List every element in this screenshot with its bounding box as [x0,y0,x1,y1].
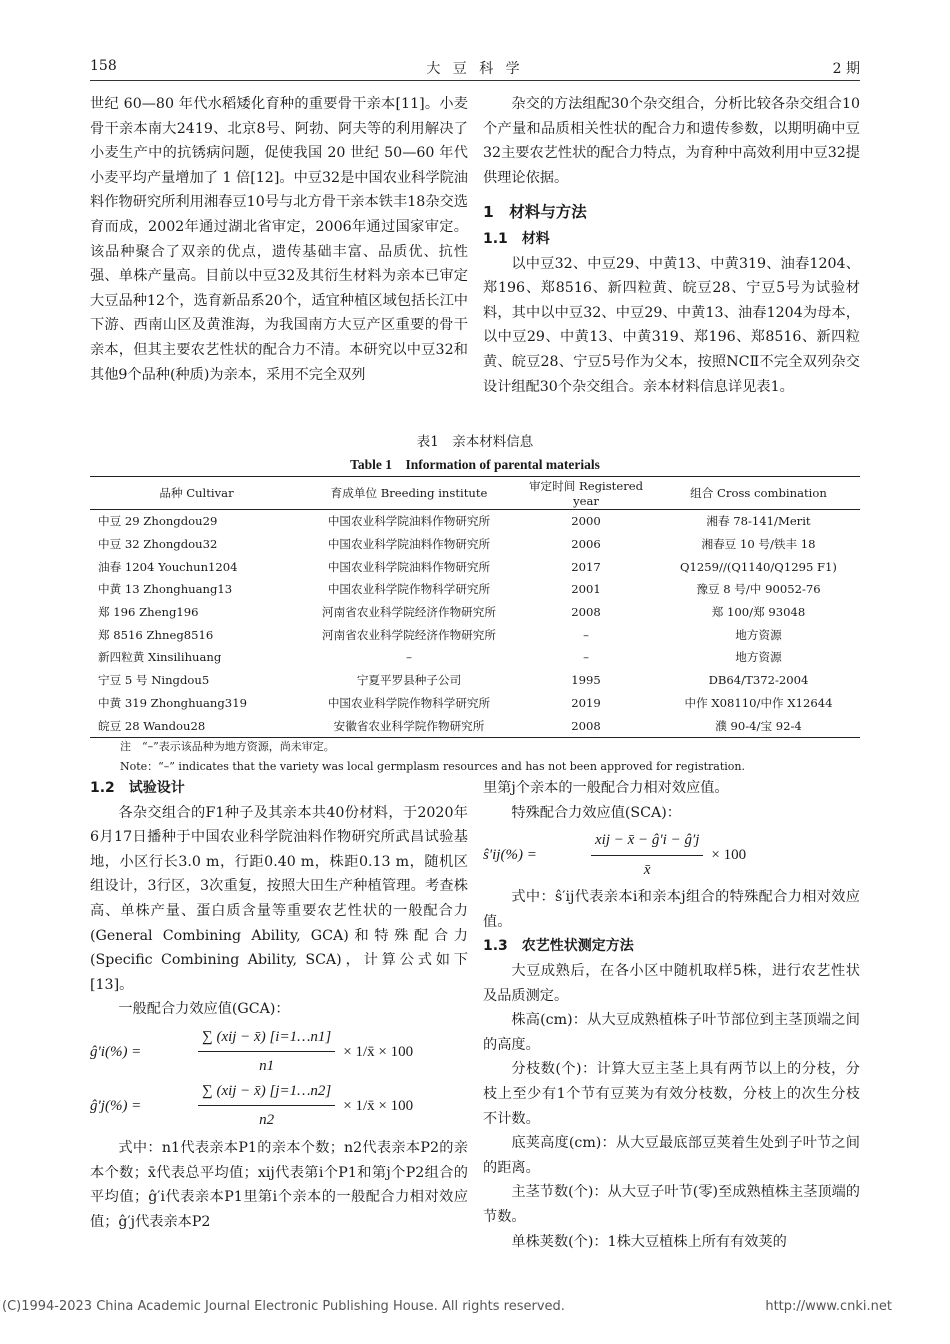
table-cell: 油春 1204 Youchun1204 [98,559,238,574]
table-cell: 2006 [571,537,601,552]
right-column-top [483,92,860,399]
table-cell: 湘春豆 10 号/铁丰 18 [701,537,816,552]
column-header: 育成单位 Breeding institute [303,477,515,510]
gca-definition-end: 里第j个亲本的一般配合力相对效应值。 [483,780,729,796]
subsection-heading-design: 1.2 试验设计 [90,780,185,796]
copyright-notice: (C)1994-2023 China Academic Journal Electronic Publishing House. All rights reserved. [2,1299,565,1314]
table-cell: DB64/T372-2004 [708,673,809,688]
table-row [90,669,860,692]
table-cell: 河南省农业科学院经济作物研究所 [322,627,496,642]
table-cell: 豫豆 8 号/中 90052-76 [696,582,821,597]
design-paragraph: 各杂交组合的F1种子及其亲本共40份材料，于2020年6月17日播种于中国农业科学院油料作物研究所武昌试验基地，小区行长3.0 m，行距0.40 m，株距0.13 m，随机区组设计，3行区，3次重复，按照大田生产种植管理。考查株高、单株产量、蛋白质含量等重要农艺性状的一般配合力(General Combining Ability, GCA)和特殊配合力(Specific Combining Ability, SCA)，计算公式如下[13]。 [90,804,468,993]
gca-definitions: 式中：n1代表亲本P1的亲本个数；n2代表亲本P2的亲本个数；x̄代表总平均值；xij代表第i个P1和第j个P2组合的平均值；ĝ′i代表亲本P1里第i个亲本的一般配合力相对效应值；ĝ′j代表亲本P2 [90,1139,468,1230]
formula-denominator: n2 [259,1112,275,1129]
table-row [90,578,860,601]
formula-tail: × 1/x̄ × 100 [343,1043,414,1060]
running-header [90,58,860,78]
left-column-top [90,92,468,387]
left-column-bottom [90,776,468,1234]
table-cell: 中国农业科学院作物科学研究所 [327,582,491,597]
table-cell: 濮 90-4/宝 92-4 [657,714,860,737]
table-cell: 郑 196 Zheng196 [98,605,199,620]
table-row [90,510,860,533]
sca-label: 特殊配合力效应值(SCA)： [511,804,681,821]
pods-per-plant-paragraph: 单株荚数(个)：1株大豆植株上所有有效荚的 [511,1233,787,1250]
table-cell: 新四粒黄 Xinsilihuang [98,650,222,665]
formula-lhs: ĝ′i(%) = [90,1043,142,1060]
table-row [90,601,860,624]
table-cell: 2001 [571,582,601,597]
table-cell: 1995 [571,673,601,688]
table-cell: 2000 [571,514,601,529]
parental-materials-table [90,476,860,738]
table-cell: 郑 100/郑 93048 [711,605,806,620]
table-cell: 2019 [571,695,601,710]
table-cell: 中黄 319 Zhonghuang319 [98,695,247,710]
column-header: 品种 Cultivar [90,477,303,510]
formula-lhs: ŝ′ij(%) = [483,846,537,863]
table-note-cn: 注 “–”表示该品种为地方资源，尚未审定。 [120,740,335,753]
table-cell: 宁豆 5 号 Ningdou5 [98,673,210,688]
page-number: 158 [90,58,117,74]
plant-height-paragraph: 株高(cm)：从大豆成熟植株子叶节部位到主茎顶端之间的高度。 [483,1012,860,1053]
table-row [90,623,860,646]
formula-numerator: xij − x̄ − ĝ′i − ĝ′j [591,828,703,856]
table-cell: 湘春 78-141/Merit [706,514,811,529]
subsection-heading-traits: 1.3 农艺性状测定方法 [483,938,634,955]
main-stem-nodes-paragraph: 主茎节数(个)：从大豆子叶节(零)至成熟植株主茎顶端的节数。 [483,1184,860,1225]
table-cell: 中豆 29 Zhongdou29 [98,514,218,529]
table-row [90,714,860,737]
table-cell: 地方资源 [735,627,782,642]
formula-numerator: ∑ (xij − x̄) [i=1…n1] [198,1025,335,1053]
issue-label: 2 期 [832,61,860,77]
sca-formula [483,831,860,879]
column-header: 审定时间 Registered year [515,477,657,510]
table-cell: – [406,650,412,665]
table-cell: 中作 X08110/中作 X12644 [684,695,833,710]
table-cell: 中豆 32 Zhongdou32 [98,537,218,552]
formula-denominator: x̄ [643,861,651,878]
right-column-bottom [483,776,860,1254]
table-note-en: Note：“–” indicates that the variety was local germplasm resources and has not been approved for registration. [120,760,745,773]
table-cell: 宁夏平罗县种子公司 [356,673,462,688]
table-cell: 河南省农业科学院经济作物研究所 [322,605,496,620]
table-cell: Q1259//(Q1140/Q1295 F1) [680,559,837,574]
table-cell: – [583,627,589,642]
column-header: 组合 Cross combination [657,477,860,510]
sca-definitions: 式中：ŝ′ij代表亲本i和亲本j组合的特殊配合力相对效应值。 [483,889,860,930]
table-row [90,555,860,578]
table-row [90,533,860,556]
subsection-heading-materials: 1.1 材料 [483,230,550,247]
table-cell: – [583,650,589,665]
table-cell: 皖豆 28 Wandou28 [90,714,303,737]
publisher-url: http://www.cnki.net [765,1299,892,1314]
formula-denominator: n1 [259,1058,275,1075]
table-row [90,646,860,669]
table-cell: 郑 8516 Zhneg8516 [98,627,214,642]
header-rule [90,80,860,81]
formula-tail: × 1/x̄ × 100 [343,1097,414,1114]
materials-paragraph: 以中豆32、中豆29、中黄13、中黄319、油春1204、郑196、郑8516、新四粒黄、皖豆28、宁豆5号为试验材料，其中以中豆32、中豆29、中黄13、油春1204为母本，以中豆29、中黄13、中黄319、郑196、郑8516、新四粒黄、皖豆28、宁豆5号作为父本，按照NCⅡ不完全双列杂交设计组配30个杂交组合。亲本材料信息详见表1。 [483,255,860,395]
table-cell: 中黄 13 Zhonghuang13 [98,582,233,597]
table-row [90,692,860,715]
table-cell: 中国农业科学院油料作物研究所 [327,514,491,529]
formula-lhs: ĝ′j(%) = [90,1097,142,1114]
intro-paragraph-end: 杂交的方法组配30个杂交组合，分析比较各杂交组合10个产量和品质相关性状的配合力和遗传参数，以期明确中豆32主要农艺性状的配合力特点，为育种中高效利用中豆32提供理论依据。 [483,96,860,186]
gca-formula-i [90,1028,468,1076]
table-header-row [90,477,860,510]
formula-fraction [198,1079,335,1133]
bottom-pod-height-paragraph: 底荚高度(cm)：从大豆最底部豆荚着生处到子叶节之间的距离。 [483,1135,860,1176]
formula-fraction [198,1025,335,1079]
table-cell: 中国农业科学院油料作物研究所 [327,559,491,574]
branch-number-paragraph: 分枝数(个)：计算大豆主茎上具有两节以上的分枝，分枝上至少有1个节有豆荚为有效分枝数，分枝上的次生分枝不计数。 [483,1061,860,1127]
gca-label: 一般配合力效应值(GCA)： [118,1001,290,1018]
formula-fraction [591,828,703,882]
table-cell: 中国农业科学院作物科学研究所 [327,695,491,710]
table-caption-cn: 表1 亲本材料信息 [416,434,534,450]
table-cell: 地方资源 [735,650,782,665]
table-cell: 中国农业科学院油料作物研究所 [327,537,491,552]
traits-paragraph: 大豆成熟后，在各小区中随机取样5株，进行农艺性状及品质测定。 [483,962,860,1004]
intro-paragraph-continued: 世纪 60—80 年代水稻矮化育种的重要骨干亲本[11]。小麦骨干亲本南大2419、北京8号、阿勃、阿夫等的利用解决了小麦生产中的抗锈病问题，促使我国 20 世纪 50—60 年代小麦平均产量增加了 1 倍[12]。中豆32是中国农业科学院油料作物研究所利用湘春豆10号与北方骨干亲本铁丰18杂交选育而成，2002年通过湖北省审定，2006年通过国家审定。该品种聚合了双亲的优点，遗传基础丰富、品质优、抗性强、单株产量高。目前以中豆32及其衍生材料为亲本已审定大豆品种12个，选育新品系20个，适宜种植区域包括长江中下游、西南山区及黄淮海，为我国南方大豆产区重要的骨干亲本，但其主要农艺性状的配合力不清。本研究以中豆32和其他9个品种(种质)为亲本，采用不完全双列 [90,96,468,383]
table-cell: 2008 [571,605,601,620]
formula-tail: × 100 [711,846,747,863]
gca-formula-j [90,1082,468,1130]
table-cell: 2017 [571,559,601,574]
journal-title: 大 豆 科 学 [426,61,524,77]
table-caption-en: Table 1 Information of parental materials [350,457,600,472]
formula-numerator: ∑ (xij − x̄) [j=1…n2] [198,1079,335,1107]
section-heading-methods: 1 材料与方法 [483,203,587,222]
table-cell: 2008 [515,714,657,737]
table-cell: 安徽省农业科学院作物研究所 [303,714,515,737]
